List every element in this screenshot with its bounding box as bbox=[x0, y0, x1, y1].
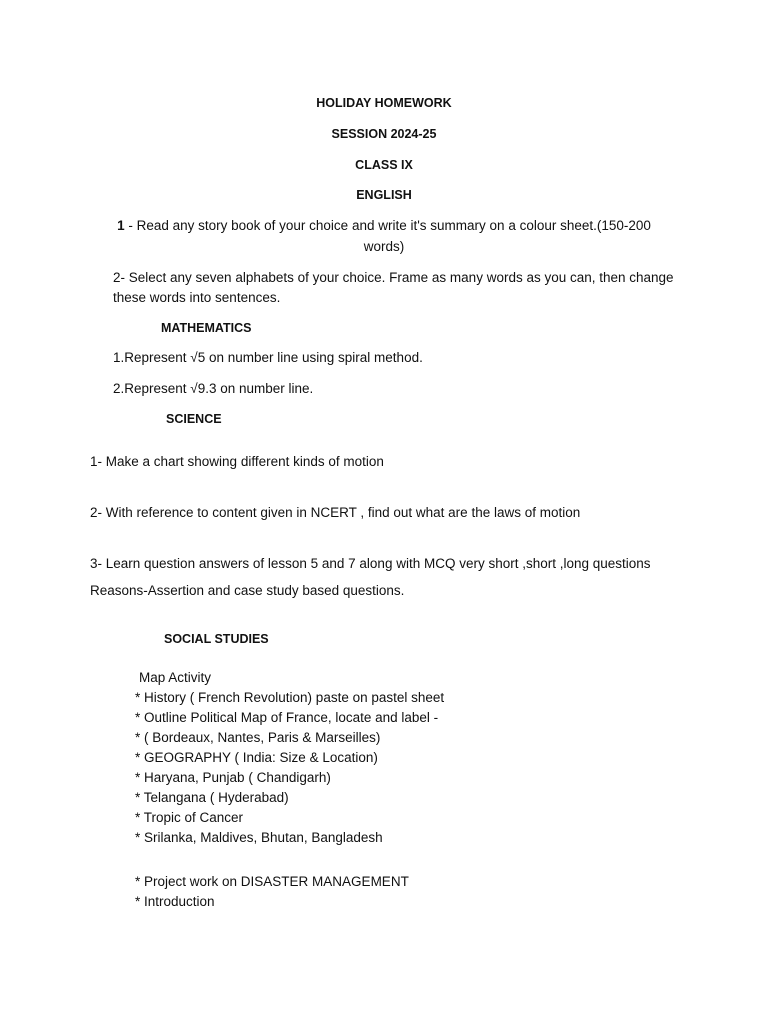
english-item-2: 2- Select any seven alphabets of your choice. Frame as many words as you can, then change bbox=[113, 270, 674, 285]
science-item-3: 3- Learn question answers of lesson 5 and 7 along with MCQ very short ,short ,long questions bbox=[90, 556, 651, 571]
map-activity-label: Map Activity bbox=[139, 670, 212, 685]
english-item-1-number: 1 bbox=[117, 218, 125, 233]
english-heading: ENGLISH bbox=[356, 188, 412, 202]
list-item: * Project work on DISASTER MANAGEMENT bbox=[135, 874, 409, 889]
social-studies-list bbox=[135, 688, 444, 848]
science-item-2: 2- With reference to content given in NCERT , find out what are the laws of motion bbox=[90, 505, 581, 520]
document-title: HOLIDAY HOMEWORK bbox=[316, 96, 452, 110]
english-item-1 bbox=[0, 216, 768, 236]
science-heading: SCIENCE bbox=[166, 412, 222, 426]
science-item-3-continued: Reasons-Assertion and case study based questions. bbox=[90, 583, 405, 598]
list-item: * Introduction bbox=[135, 894, 215, 909]
list-item: * Tropic of Cancer bbox=[135, 810, 244, 825]
class-label: CLASS IX bbox=[355, 158, 413, 172]
list-item: * GEOGRAPHY ( India: Size & Location) bbox=[135, 750, 378, 765]
english-item-1-continued: words) bbox=[363, 239, 405, 254]
project-list bbox=[135, 872, 409, 912]
list-item: * Srilanka, Maldives, Bhutan, Bangladesh bbox=[135, 830, 383, 845]
session-label: SESSION 2024-25 bbox=[331, 127, 437, 141]
science-item-1: 1- Make a chart showing different kinds of motion bbox=[90, 454, 384, 469]
list-item: * Telangana ( Hyderabad) bbox=[135, 790, 289, 805]
english-item-2-continued: these words into sentences. bbox=[113, 290, 281, 305]
mathematics-item-2: 2.Represent √9.3 on number line. bbox=[113, 381, 314, 396]
mathematics-item-1: 1.Represent √5 on number line using spiral method. bbox=[113, 350, 423, 365]
list-item: * History ( French Revolution) paste on pastel sheet bbox=[135, 690, 445, 705]
list-item: * ( Bordeaux, Nantes, Paris & Marseilles) bbox=[135, 730, 381, 745]
mathematics-heading: MATHEMATICS bbox=[161, 321, 252, 335]
list-item: * Outline Political Map of France, locate and label - bbox=[135, 710, 439, 725]
english-item-1-text: - Read any story book of your choice and write it's summary on a colour sheet.(150-200 bbox=[124, 218, 651, 233]
list-item: * Haryana, Punjab ( Chandigarh) bbox=[135, 770, 331, 785]
social-studies-heading: SOCIAL STUDIES bbox=[164, 632, 269, 646]
